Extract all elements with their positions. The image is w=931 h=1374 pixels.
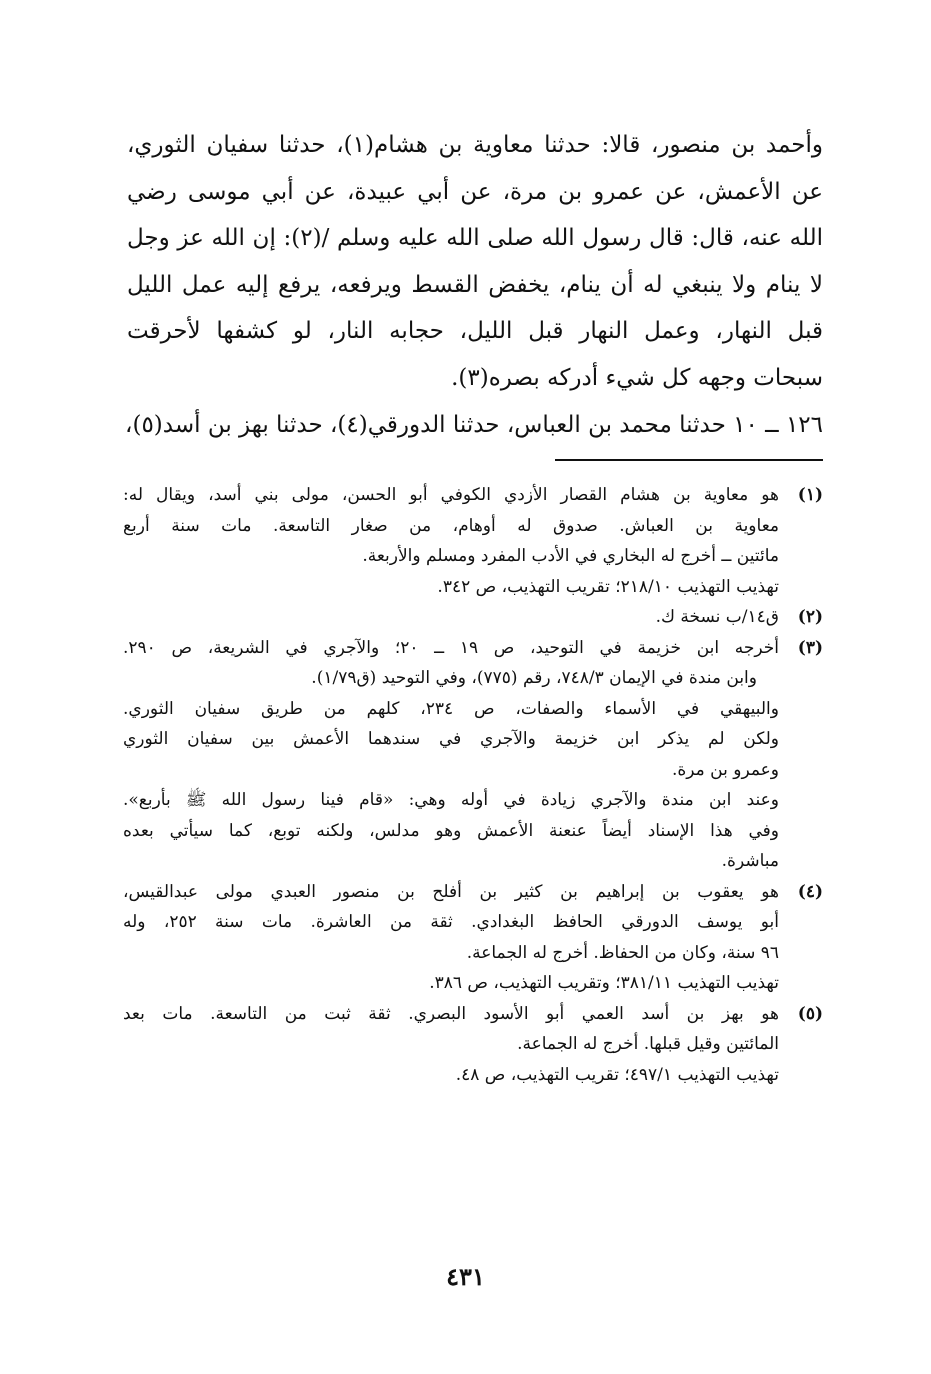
footnote-1 bbox=[123, 480, 823, 602]
footnote-line: معاوية بن العباش. صدوق له أوهام، من صغار التاسعة. مات سنة أربع bbox=[123, 515, 779, 536]
footnote-line: تهذيب التهذيب ٣٨١/١١؛ وتقريب التهذيب، ص ٣٨٦. bbox=[429, 973, 779, 993]
footnote-line: ٩٦ سنة، وكان من الحفاظ. أخرج له الجماعة. bbox=[466, 942, 779, 963]
footnote-line: وفي هذا الإسناد أيضاً عنعنة الأعمش وهو مدلس، ولكنه توبع، كما سيأتي بعده bbox=[123, 820, 779, 841]
main-text-line: قبل النهار، وعمل النهار قبل الليل، حجابه النار، لو كشفها لأحرقت bbox=[127, 318, 823, 345]
main-text-line: عن الأعمش، عن عمرو بن مرة، عن أبي عبيدة، عن أبي موسى رضي bbox=[127, 178, 823, 205]
footnote-body bbox=[123, 602, 779, 633]
footnote-2 bbox=[123, 602, 823, 633]
footnote-body bbox=[123, 480, 779, 602]
footnote-body bbox=[123, 877, 779, 999]
footnotes-section bbox=[123, 480, 823, 1090]
footnote-5 bbox=[123, 999, 823, 1091]
footnote-line: أبو يوسف الدورقي الحافظ البغدادي. ثقة من العاشرة. مات سنة ٢٥٢، وله bbox=[123, 912, 779, 932]
footnote-line: وعند ابن مندة والآجري زيادة في أوله وهي: «قام فينا رسول الله ﷺ بأربع». bbox=[123, 790, 779, 810]
footnote-body bbox=[123, 633, 779, 877]
footnote-3 bbox=[123, 633, 823, 877]
footnote-number: (٥) bbox=[797, 1003, 823, 1024]
footnote-body bbox=[123, 999, 779, 1091]
main-text-line: وأحمد بن منصور، قالا: حدثنا معاوية بن هشام(١)، حدثنا سفيان الثوري، bbox=[127, 132, 824, 158]
footnote-line: مباشرة. bbox=[721, 851, 779, 871]
page-number: ٤٣١ bbox=[446, 1262, 485, 1291]
footnote-number: (٣) bbox=[797, 637, 823, 658]
main-text-line: لا ينام ولا ينبغي له أن ينام، يخفض القسط ويرفعه، يرفع إليه عمل الليل bbox=[127, 271, 823, 298]
footnote-line: وعمرو بن مرة. bbox=[671, 759, 779, 780]
main-text-line: الله عنه، قال: قال رسول الله صلى الله عليه وسلم /(٢): إن الله عز وجل bbox=[127, 225, 823, 252]
footnote-line: هو يعقوب بن إبراهيم بن كثير بن أفلح بن منصور العبدي مولى عبدالقيس، bbox=[123, 881, 779, 902]
footnote-line: أخرجه ابن خزيمة في التوحيد، ص ١٩ ــ ٢٠؛ والآجري في الشريعة، ص ٢٩٠. bbox=[123, 637, 780, 658]
footnote-line: ق١٤/ب نسخة ك. bbox=[655, 607, 779, 627]
footnote-line: هو معاوية بن هشام القصار الأزدي الكوفي أبو الحسن، مولى بني أسد، ويقال له: bbox=[123, 485, 779, 505]
main-text-line: سبحات وجهه كل شيء أدركه بصره(٣). bbox=[451, 364, 823, 391]
footnote-line: والبيهقي في الأسماء والصفات، ص ٢٣٤، كلهم من طريق سفيان الثوري. bbox=[123, 698, 779, 719]
footnote-number: (٤) bbox=[797, 881, 823, 902]
footnote-line: تهذيب التهذيب ٢١٨/١٠؛ تقريب التهذيب، ص ٣٤٢. bbox=[437, 576, 779, 597]
footnote-line: تهذيب التهذيب ٤٩٧/١؛ تقريب التهذيب، ص ٤٨. bbox=[455, 1064, 779, 1085]
hadith-chain-line: ١٢٦ ــ ١٠ حدثنا محمد بن العباس، حدثنا الدورقي(٤)، حدثنا بهز بن أسد(٥)، bbox=[125, 411, 823, 438]
footnote-divider bbox=[555, 459, 823, 461]
footnote-number: (١) bbox=[797, 485, 823, 505]
footnote-line: وابن مندة في الإيمان ٧٤٨/٣، رقم (٧٧٥)، وفي التوحيد (ق١/٧٩). bbox=[311, 668, 757, 688]
footnote-number: (٢) bbox=[797, 607, 823, 627]
footnote-4 bbox=[123, 877, 823, 999]
footnote-line: ولكن لم يذكر ابن خزيمة والآجري في سندهما الأعمش بين سفيان الثوري bbox=[123, 729, 779, 749]
main-text-block bbox=[127, 122, 823, 448]
footnote-line: المائتين وقيل قبلها. أخرج له الجماعة. bbox=[517, 1034, 779, 1054]
footnote-line: مائتين ــ أخرج له البخاري في الأدب المفرد ومسلم والأربعة. bbox=[362, 546, 779, 566]
footnote-line: هو بهز بن أسد العمي أبو الأسود البصري. ثقة ثبت من التاسعة. مات بعد bbox=[123, 1003, 779, 1024]
